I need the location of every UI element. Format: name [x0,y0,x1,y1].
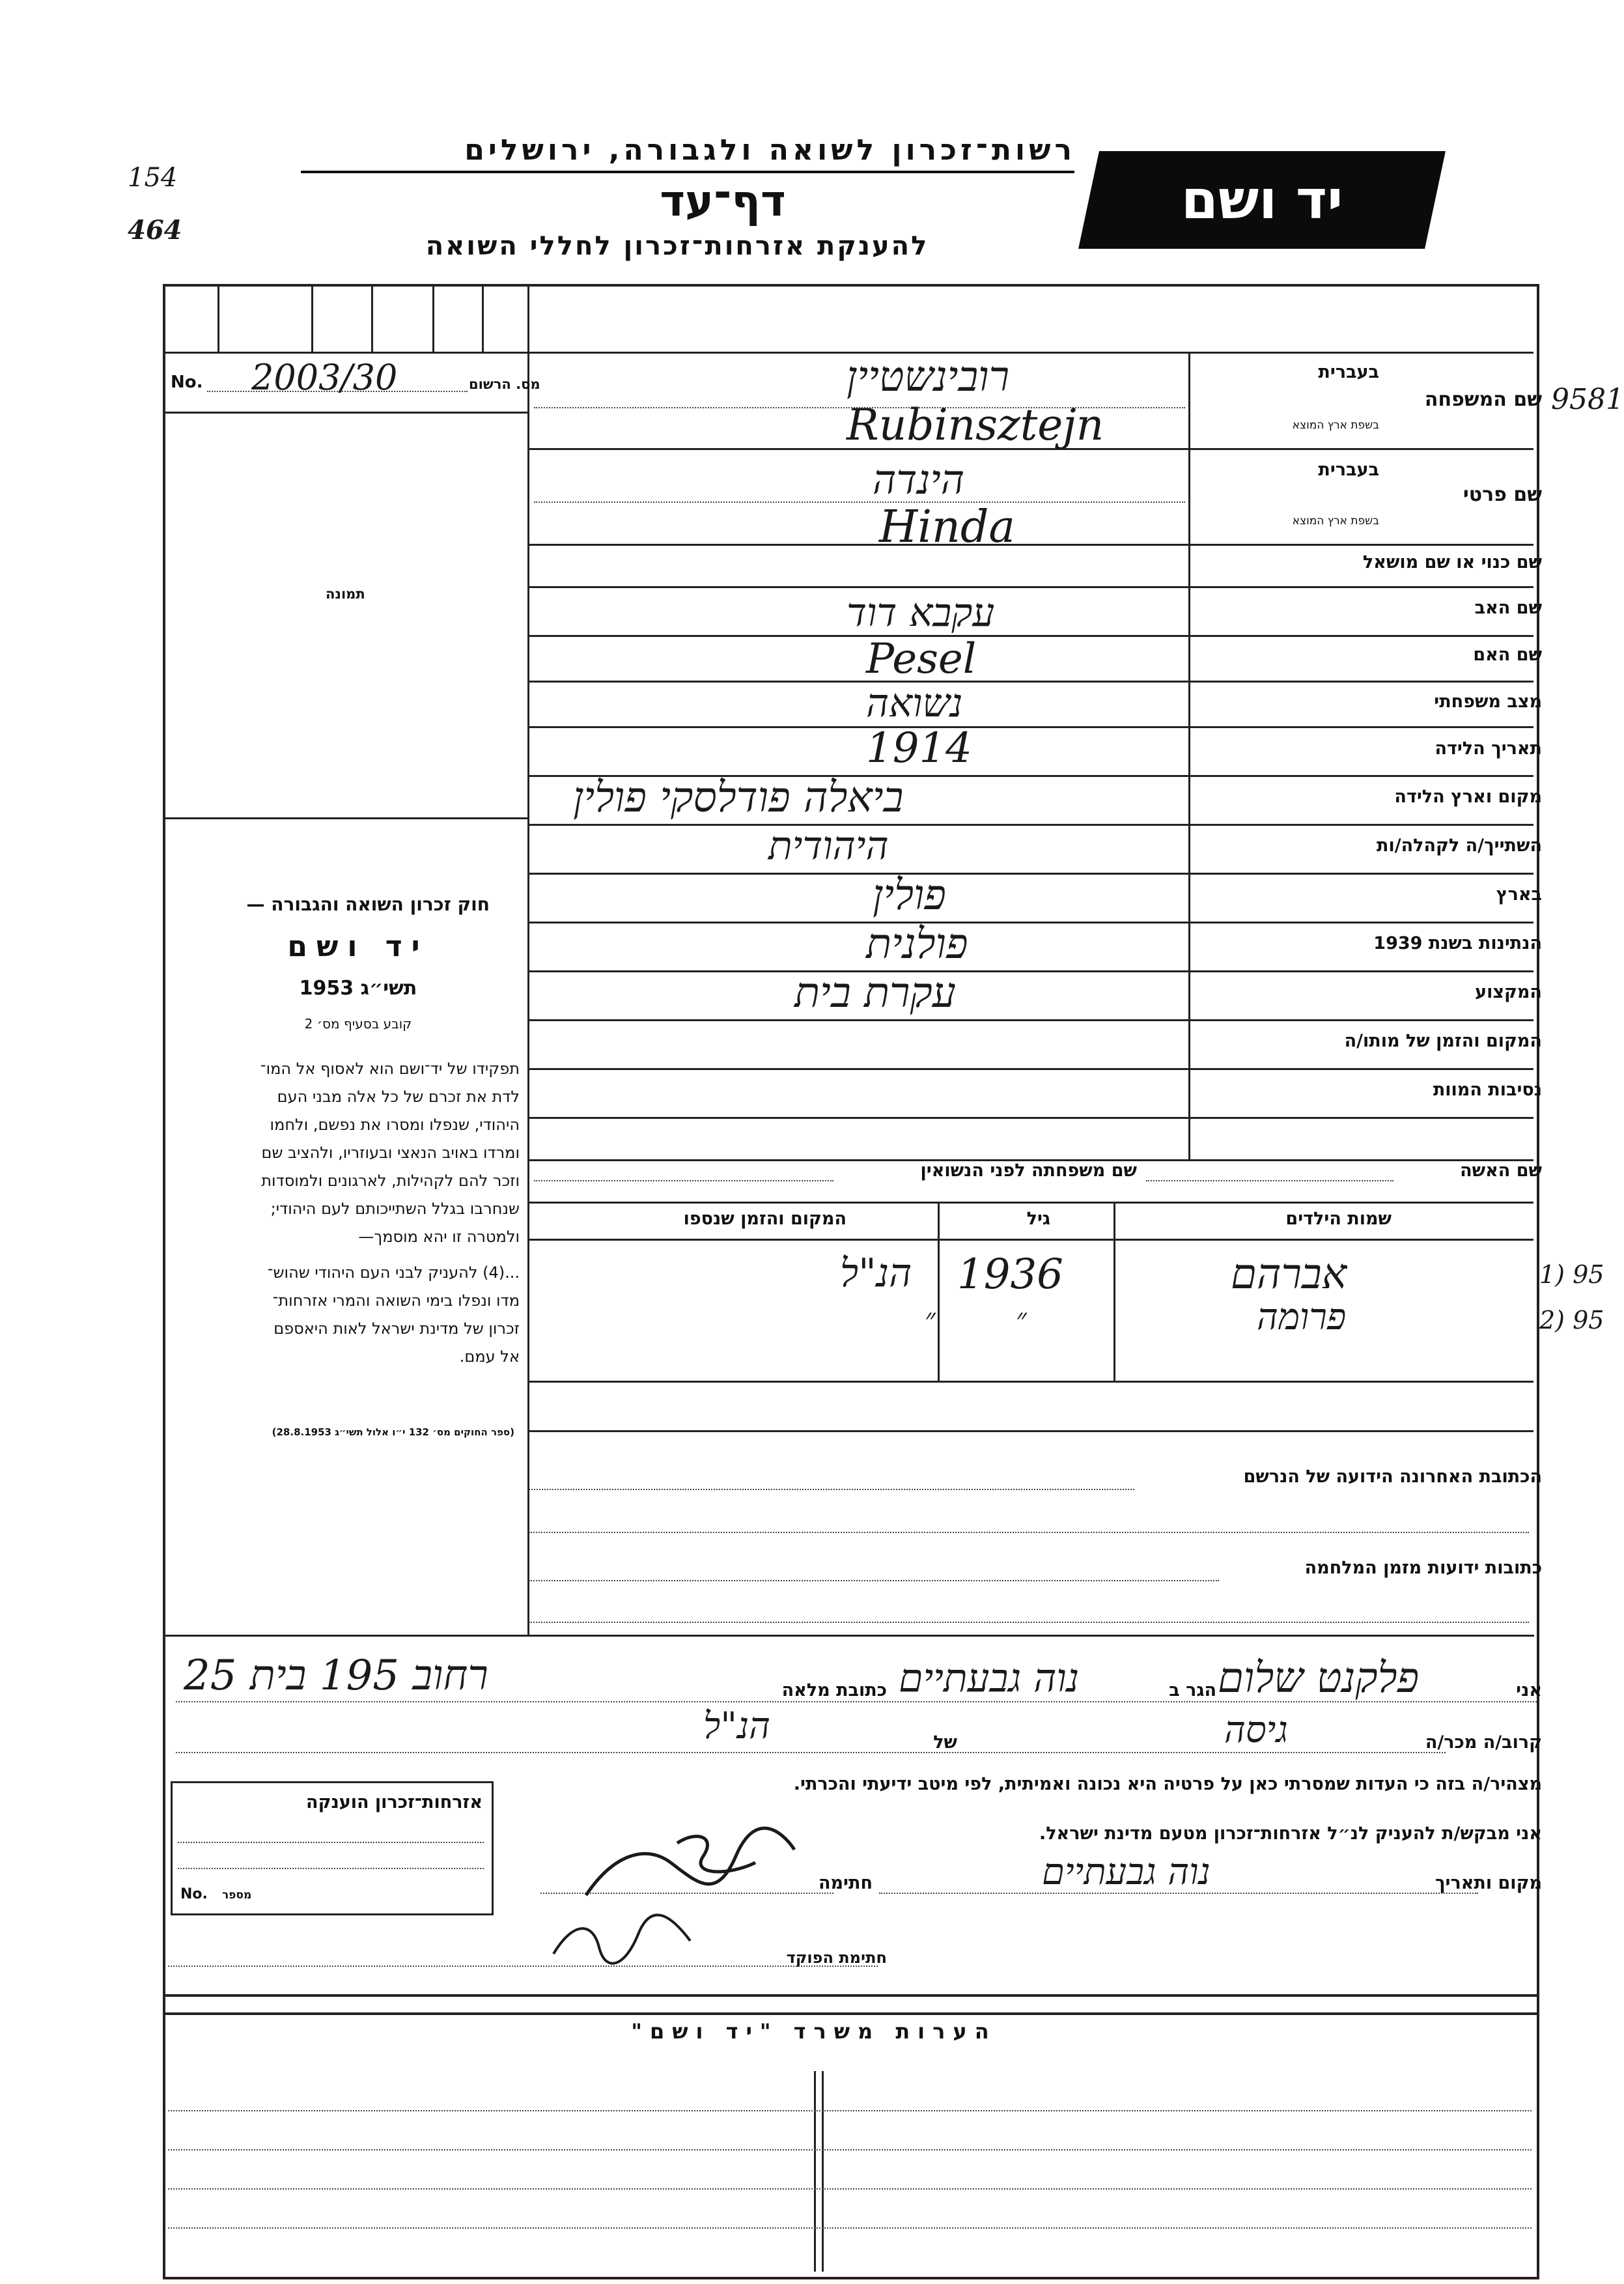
row-rule [527,1117,1533,1119]
mother-label: שם האם [1473,645,1542,665]
children-col-divider [938,1202,940,1381]
last-address-label: הכתובת האחרונה הידועה של הנרשם [1243,1467,1542,1487]
mother-value: Pesel [866,635,977,683]
place-date-label: מקום ותאריך [1435,1873,1542,1893]
top-cell-line [371,287,373,352]
law-line: לדת את זכרם של כל אלה מבני העם [277,1088,520,1106]
law-title: חוק זכרון השואה והגבורה — [246,894,490,915]
label-column-divider [1188,352,1190,1159]
first-name-hebrew-value: הינדה [873,456,965,503]
law-line: מדו ונפלו בימי השואה והמרי אזרחות־ [272,1291,520,1310]
surname-hebrew-value: רובינשטיין [847,353,1010,401]
address-dotted [529,1580,1219,1581]
birth-place-label: מקום וארץ הלידה [1394,787,1542,807]
marital-value: נשואה [866,681,963,726]
father-label: שם האב [1474,598,1542,618]
top-cell-line [432,287,434,352]
citizenship-value: פולנית [866,920,968,968]
country-value: פולין [873,871,946,920]
form-subtitle: להענקת אזרחות־זכרון לחללי השואה [425,231,929,261]
law-line: ולמטרה זו יהא מוסמך— [358,1228,520,1246]
declaration-text: מצהיר/ה בזה כי העדות שמסרתי כאן על פרטיה היא נכונה ואמיתית, לפי מיטב ידיעתי והכרתי. [793,1774,1542,1794]
law-clause: קובע בסעיף מס׳ 2 [304,1016,412,1032]
row-rule [527,635,1533,637]
children-names-header: שמות הילדים [1285,1209,1392,1229]
granted-box-dotted [178,1868,484,1869]
spouse-label: שם האשה [1460,1161,1542,1181]
official-signature [547,1908,703,1973]
nickname-label: שם כנוי או שם מושאל [1362,552,1542,572]
logo-text: יד ושם [1181,169,1343,231]
side-number-2: 464 [128,215,182,246]
registration-number: 2003/30 [251,357,398,398]
granted-box-no: No. [180,1886,208,1902]
profession-value: עקרת בית [794,969,956,1017]
children-age-header: גיל [1026,1209,1050,1229]
child-mark: 1) 95 [1539,1260,1604,1289]
declarant-city: נוה גבעתיים [899,1656,1080,1701]
row-rule [527,1068,1533,1070]
country-label: בארץ [1496,884,1542,905]
side-annotation: 9581 [1551,383,1624,416]
yad-vashem-logo [1078,151,1446,249]
addresses-bottom-rule [165,1635,1534,1637]
declarant-i-label: אני [1516,1680,1542,1700]
official-signature-label: חתימת הפוקד [786,1949,887,1967]
children-place-header: המקום והזמן שנספו [683,1209,847,1229]
children-col-divider [1113,1202,1115,1381]
photo-bottom-line [165,817,527,819]
form-title: דף־עד [660,176,786,226]
first-name-label: שם פרטי [1463,483,1542,506]
citizenship-granted-box [171,1781,494,1915]
declarant-address: רחוב 195 בית 25 [184,1652,488,1700]
law-line: וזכר להם לקהילות, לארגונים ולמוסדות [261,1172,520,1190]
law-footnote: (ספר החוקים מס׳ 132 י״ו אלול תשי״ג 28.8.1953) [272,1426,514,1438]
marital-label: מצב משפחתי [1434,692,1542,712]
registration-no-label: No. [171,373,203,392]
top-cell-line [311,287,313,352]
address-dotted [529,1622,1529,1623]
surname-sub-local: בשפת ארץ המוצא [1292,419,1379,432]
child-mark: 2) 95 [1539,1306,1604,1334]
side-number-1: 154 [128,163,178,193]
spouse-maiden-dotted [534,1180,833,1181]
law-line: ומרדו באויב הנאצי ובעוזריו, ולהציב שם [261,1144,520,1162]
law-text [171,1055,520,1371]
birth-place-value: ביאלה פודלסקי פולין [573,774,904,822]
photo-label: תמונה [326,586,365,602]
of-label: של [933,1732,957,1753]
relative-label: קרוב/ה מכר/ה [1425,1732,1542,1753]
children-header-rule [527,1239,1533,1241]
authority-underline [301,171,1074,173]
community-value: היהודית [768,823,889,869]
profession-label: המקצוע [1475,982,1542,1002]
top-band-line [165,352,527,354]
first-name-sub-local: בשפת ארץ המוצא [1292,515,1379,528]
declarant-signature [573,1817,807,1908]
authority-heading: רשות־זכרון לשואה ולגבורה, ירושלים [464,134,1076,167]
law-line: היהודי, שנפלו ומסרו את נפשם, ולחמו [270,1116,520,1134]
death-place-label: המקום והזמן של מותו/ה [1344,1031,1542,1051]
place-date-value: נוה גבעתיים [1042,1851,1211,1893]
first-name-local-value: Hinda [879,501,1015,553]
community-label: השתייך/ה לקהלה/ות [1377,836,1542,856]
child-age: 1936 [957,1250,1063,1299]
row-rule [527,1202,1533,1204]
spouse-maiden-label: שם משפחתה לפני הנשואין [920,1161,1137,1181]
address-dotted [529,1489,1134,1490]
child-name: פרומה [1257,1296,1347,1338]
granted-box-no-he: מספר [222,1889,252,1902]
granted-box-title: אזרחות־זכרון הוענקה [306,1792,483,1812]
law-line: זכרון של מדינת ישראל לאות היאספם [273,1319,520,1338]
office-notes-title: הערות משרד "יד ושם" [631,2019,997,2044]
law-line: תפקידו של יד־ושם הוא לאסוף אל המו־ [260,1060,520,1078]
top-cell-line [482,287,484,352]
row-rule [527,586,1533,588]
law-year: תשי״ג 1953 [299,977,417,1000]
children-bottom-rule [527,1381,1533,1383]
top-cell-line [217,287,219,352]
law-name: יד ושם [287,930,429,963]
law-line: שנחרבו בגלל השתייכותם לעם היהודי; [270,1200,520,1218]
declarant-name: פלקנט שלום [1218,1654,1420,1702]
notes-frame [163,1994,1539,2279]
spouse-dotted [1146,1180,1393,1181]
child-place: ״ [925,1303,936,1336]
child-name: אברהם [1231,1250,1347,1299]
row-rule [527,970,1533,972]
request-text: אני מבקש/ת להעניק לנ״ל אזרחות־זכרון מטעם מדינת ישראל. [1039,1824,1542,1844]
citizenship-label: הנתינות בשנת 1939 [1373,933,1542,953]
wartime-address-label: כתובות ידועות מזמן המלחמה [1304,1558,1542,1578]
official-dotted [168,1966,878,1967]
surname-sub-hebrew: בעברית [1318,362,1379,382]
row-rule [527,824,1533,826]
row-rule [527,922,1533,923]
granted-box-dotted [178,1842,484,1843]
surname-local-value: Rubinsztejn [847,400,1104,450]
child-age: ״ [1016,1303,1027,1336]
declarant-address-label: כתובת מלאה [781,1680,887,1700]
row-rule [527,726,1533,728]
relative-dotted [176,1752,1446,1753]
declarant-lives-label: הגר ב [1169,1680,1216,1700]
registration-line [165,412,527,414]
signature-label: חתימה [818,1873,873,1893]
birth-date-label: תאריך הלידה [1435,739,1542,759]
law-line: אל עמם. [459,1347,520,1366]
surname-label: שם המשפחה [1424,388,1542,411]
row-rule [527,544,1533,546]
law-line: ...(4) להעניק לבני העם היהודי שהוש־ [267,1263,520,1282]
children-bottom-rule [527,1430,1533,1432]
registration-label-he: מס. הרשום [469,376,540,392]
row-rule [527,681,1533,683]
of-value: הנ"ל [703,1705,770,1747]
death-circumstances-label: נסיבות המוות [1433,1080,1542,1100]
top-cell-divider [527,287,529,1635]
relative-value: גיסה [1224,1709,1288,1751]
row-rule [534,501,1185,503]
first-name-sub-hebrew: בעברית [1318,460,1379,480]
row-rule [527,873,1533,875]
birth-date-value: 1914 [866,724,972,772]
address-dotted [529,1532,1529,1533]
row-rule [527,1019,1533,1021]
father-value: עקבא דוד [847,590,995,636]
child-place: הנ"ל [840,1250,912,1296]
row-rule [527,352,1533,354]
